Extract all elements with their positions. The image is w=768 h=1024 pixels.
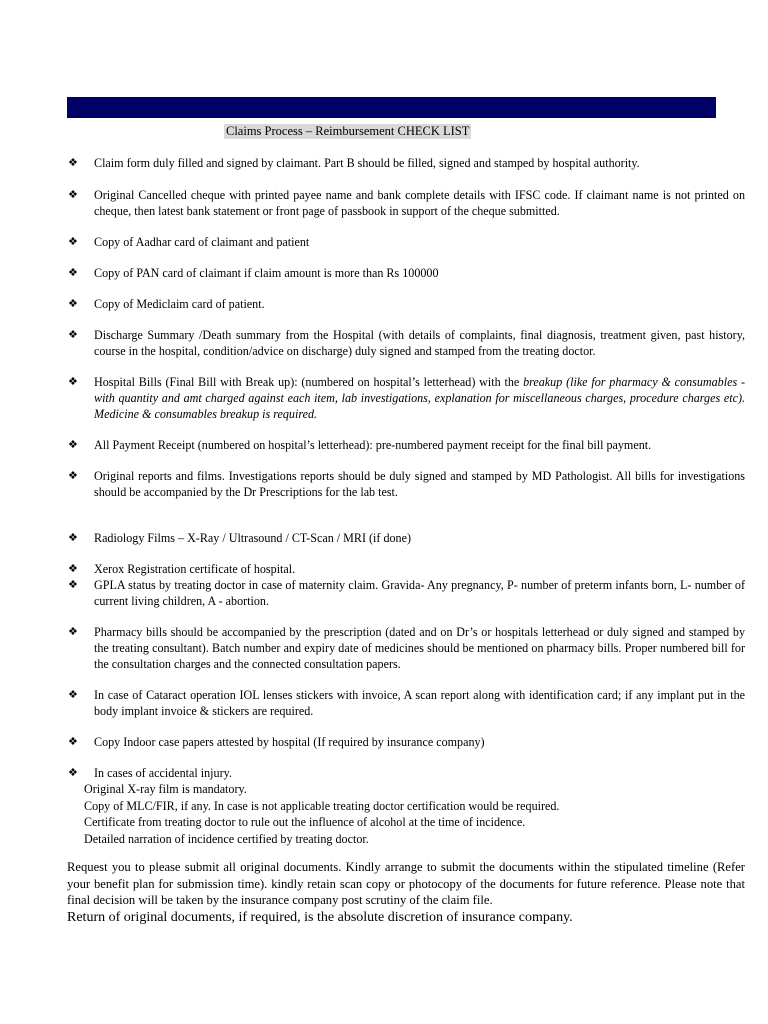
list-item: ❖ Pharmacy bills should be accompanied by the prescription (dated and on Dr’s or hospitals letterhead or duly signed and stamped by the treating consultant). Batch number and expiry date of medicines should be mentioned on pharmacy bills. Proper numbered bill for the consultation charges and the connected consultation papers. — [68, 625, 745, 671]
bullet-icon: ❖ — [68, 735, 78, 748]
list-item: ❖ Hospital Bills (Final Bill with Break up): (numbered on hospital’s letterhead) with the breakup (like for pharmacy & consumables -with quantity and amt charged against each item, lab investigations, explanation for miscellaneous charges, procedure charges etc). Medicine & consumables breakup is required. — [68, 375, 745, 421]
list-item: ❖ Copy of Mediclaim card of patient. — [68, 297, 265, 311]
bullet-icon: ❖ — [68, 688, 78, 701]
list-item: ❖ Xerox Registration certificate of hospital. — [68, 562, 296, 576]
list-item: ❖ Original reports and films. Investigations reports should be duly signed and stamped by MD Pathologist. All bills for investigations should be accompanied by the Dr Prescriptions for the lab test. — [68, 469, 745, 499]
accident-subitem: Original X-ray film is mandatory. — [84, 782, 247, 796]
list-item: ❖ All Payment Receipt (numbered on hospital’s letterhead): pre-numbered payment receipt for the final bill payment. — [68, 438, 652, 452]
list-item: ❖ Copy of Aadhar card of claimant and patient — [68, 235, 310, 249]
bullet-icon: ❖ — [68, 438, 78, 451]
list-item: ❖ Copy of PAN card of claimant if claim amount is more than Rs 100000 — [68, 266, 439, 280]
bullet-icon: ❖ — [68, 188, 78, 201]
bullet-icon: ❖ — [68, 297, 78, 310]
list-item: ❖ Radiology Films – X-Ray / Ultrasound / CT-Scan / MRI (if done) — [68, 531, 411, 545]
bullet-icon: ❖ — [68, 531, 78, 544]
closing-last-line: Return of original documents, if required, is the absolute discretion of insurance company. — [67, 909, 573, 925]
list-item: ❖ In cases of accidental injury. — [68, 766, 232, 780]
bullet-icon: ❖ — [68, 578, 78, 591]
list-item: ❖ Original Cancelled cheque with printed payee name and bank complete details with IFSC code. If claimant name is not printed on cheque, then latest bank statement or front page of passbook in support of the cheque submitted. — [68, 188, 745, 218]
page-title: Claims Process – Reimbursement CHECK LIST — [226, 124, 470, 138]
list-item: ❖ In case of Cataract operation IOL lenses stickers with invoice, A scan report along with identification card; if any implant put in the body implant invoice & stickers are required. — [68, 688, 745, 718]
bullet-icon: ❖ — [68, 375, 78, 388]
list-item: ❖ Discharge Summary /Death summary from the Hospital (with details of complaints, final diagnosis, treatment given, past history, course in the hospital, condition/advice on discharge) duly signed and stamped from the treating doctor. — [68, 328, 745, 358]
bullet-icon: ❖ — [68, 328, 78, 341]
list-item: ❖ Copy Indoor case papers attested by hospital (If required by insurance company) — [68, 735, 485, 749]
list-item: ❖ GPLA status by treating doctor in case of maternity claim. Gravida- Any pregnancy, P- number of preterm infants born, L- number of current living children, A - abortion. — [68, 578, 745, 608]
closing-text: Request you to please submit all original documents. Kindly arrange to submit the documents within the stipulated timeline (Refer your benefit plan for submission time). kindly retain scan copy or photocopy of the documents for future reference. Please note that final decision will be taken by the insurance company post scrutiny of the claim file. — [67, 860, 745, 907]
list-item: ❖ Claim form duly filled and signed by claimant. Part B should be filled, signed and stamped by hospital authority. — [68, 156, 640, 170]
checklist — [67, 155, 745, 847]
bullet-icon: ❖ — [68, 469, 78, 482]
header-bar — [67, 97, 716, 118]
bullet-icon: ❖ — [68, 156, 78, 169]
closing-paragraph — [67, 859, 745, 927]
bullet-icon: ❖ — [68, 266, 78, 279]
bullet-icon: ❖ — [68, 235, 78, 248]
bullet-icon: ❖ — [68, 625, 78, 638]
accident-subitem: Certificate from treating doctor to rule out the influence of alcohol at the time of incidence. — [84, 815, 526, 829]
bullet-icon: ❖ — [68, 562, 78, 575]
bullet-icon: ❖ — [68, 766, 78, 779]
accident-subitem: Copy of MLC/FIR, if any. In case is not applicable treating doctor certification would be required. — [84, 798, 560, 813]
accident-subitem: Detailed narration of incidence certified by treating doctor. — [84, 831, 369, 846]
